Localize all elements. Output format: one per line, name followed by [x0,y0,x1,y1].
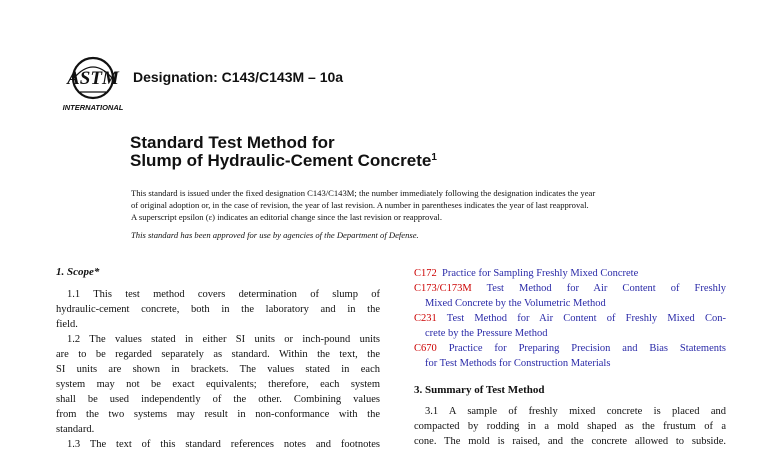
reference-title-link[interactable]: crete by the Pressure Method [425,328,548,339]
logo-text: INTERNATIONAL [62,103,124,112]
approved-note: This standard has been approved for use by agencies of the Department of Defense. [131,230,419,240]
reference-item [414,281,726,296]
summary-line: 3.1 A sample of freshly mixed concrete is placed and [425,406,726,417]
summary-heading: 3. Summary of Test Method [414,384,545,396]
reference-title-link[interactable]: Mixed Concrete by the Volumetric Method [425,298,606,309]
svg-text:ASTM: ASTM [67,68,119,89]
title-line-1: Standard Test Method for [130,133,335,152]
scope-line: system may not be exact equivalents; therefore, each system [56,379,380,390]
scope-heading: 1. Scope* [56,266,100,278]
scope-line: 1.3 The text of this standard references notes and footnotes [67,439,380,450]
title-main: Slump of Hydraulic-Cement Concrete [130,151,432,170]
title-line-2 [130,151,437,171]
astm-logo [60,52,126,116]
scope-line: 1.2 The values stated in either SI units or inch-pound units [67,334,380,345]
reference-title-link[interactable]: for Test Methods for Construction Materials [425,358,611,369]
reference-code-link[interactable]: C172 [414,268,437,279]
right-column [414,266,726,449]
scope-line: hydraulic-cement concrete, both in the laboratory and in the [56,304,380,315]
notice-line-3: A superscript epsilon (ε) indicates an editorial change since the last revision or reapproval. [131,212,442,222]
scope-line: are to be regarded separately as standard. Within the text, the [56,349,380,360]
scope-line: shall be used independently of the other. Combining values [56,394,380,405]
reference-item [414,341,726,356]
reference-title-link[interactable]: Test Method for Air Content of Freshly Mixed Con- [446,313,726,324]
scope-line: field. [56,319,78,330]
left-column [56,265,380,452]
reference-item [414,311,726,326]
reference-item [414,266,726,281]
reference-title-link[interactable]: Test Method for Air Content of Freshly [486,283,726,294]
designation: Designation: C143/C143M – 10a [133,69,344,85]
reference-title-link[interactable]: Practice for Sampling Freshly Mixed Concrete [442,268,639,279]
scope-line: SI units are shown in brackets. The values stated in each [56,364,380,375]
scope-line: from the two systems may result in non-conformance with the [56,409,380,420]
reference-code-link[interactable]: C670 [414,343,437,354]
notice-line-1: This standard is issued under the fixed designation C143/C143M; the number immediately following the designation indicates the year [131,188,596,198]
notice-line-2: of original adoption or, in the case of revision, the year of last revision. A number in parentheses indicates the year of last reapproval. [131,200,589,210]
reference-code-link[interactable]: C173/C173M [414,283,472,294]
summary-line: cone. The mold is raised, and the concrete allowed to subside. [414,436,726,447]
scope-line: 1.1 This test method covers determination of slump of [67,289,380,300]
scope-line: standard. [56,424,95,435]
reference-title-link[interactable]: Practice for Preparing Precision and Bias Statements [448,343,726,354]
title-footnote-mark: 1 [431,152,437,163]
reference-code-link[interactable]: C231 [414,313,437,324]
summary-line: compacted by rodding in a mold shaped as the frustum of a [414,421,726,432]
